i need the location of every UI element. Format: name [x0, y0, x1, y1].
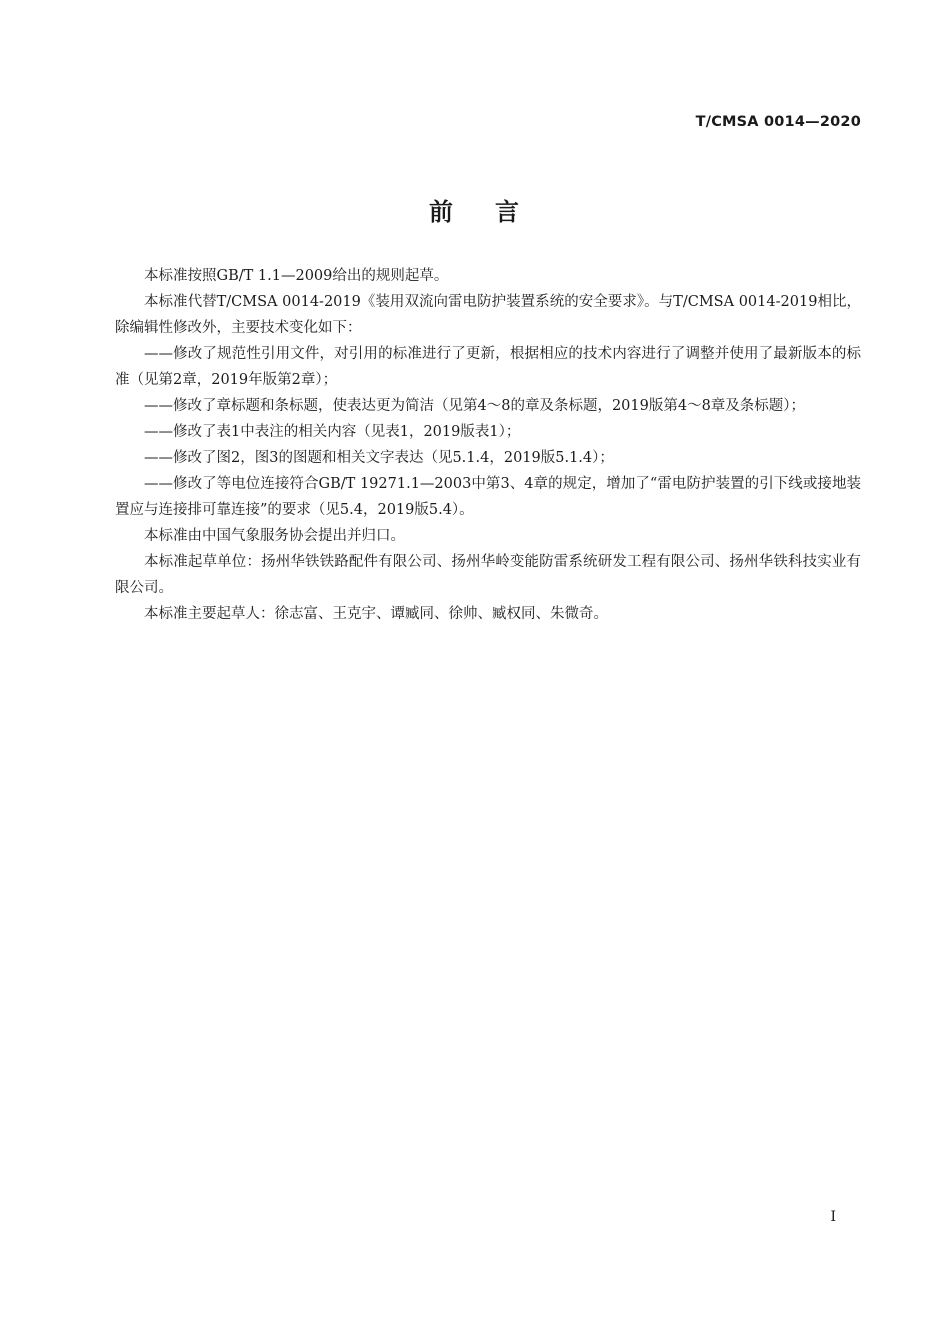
page-title	[0, 192, 950, 227]
paragraph-drafting-rules: 本标准按照GB/T 1.1—2009给出的规则起草。	[144, 268, 449, 284]
title-char-2: 言	[495, 198, 521, 226]
title-char-1: 前	[429, 198, 455, 226]
paragraph-proposer: 本标准由中国气象服务协会提出并归口。	[144, 528, 405, 544]
foreword-body	[115, 263, 861, 627]
paragraph-drafting-units: 本标准起草单位：扬州华铁铁路配件有限公司、扬州华岭变能防雷系统研发工程有限公司、扬州华铁科技实业有限公司。	[115, 554, 861, 596]
paragraph-drafters: 本标准主要起草人：徐志富、王克宇、谭臧同、徐帅、臧权同、朱微奇。	[144, 606, 608, 622]
page-number: I	[830, 1209, 836, 1225]
change-item-bonding: ——修改了等电位连接符合GB/T 19271.1—2003中第3、4章的规定，增加了“雷电防护装置的引下线或接地装置应与连接排可靠连接”的要求（见5.4，2019版5.4）。	[115, 476, 861, 518]
paragraph-replaces: 本标准代替T/CMSA 0014-2019《装用双流向雷电防护装置系统的安全要求》。与T/CMSA 0014-2019相比，除编辑性修改外，主要技术变化如下：	[115, 294, 861, 336]
change-item-references: ——修改了规范性引用文件，对引用的标准进行了更新，根据相应的技术内容进行了调整并使用了最新版本的标准（见第2章，2019年版第2章）；	[115, 346, 861, 388]
change-item-titles: ——修改了章标题和条标题，使表达更为简洁（见第4～8的章及条标题，2019版第4～8章及条标题）；	[144, 398, 806, 414]
change-item-figures: ——修改了图2，图3的图题和相关文字表达（见5.1.4，2019版5.1.4）；	[144, 450, 614, 466]
standard-code: T/CMSA 0014—2020	[695, 114, 861, 130]
change-item-table-note: ——修改了表1中表注的相关内容（见表1，2019版表1）；	[144, 424, 521, 440]
